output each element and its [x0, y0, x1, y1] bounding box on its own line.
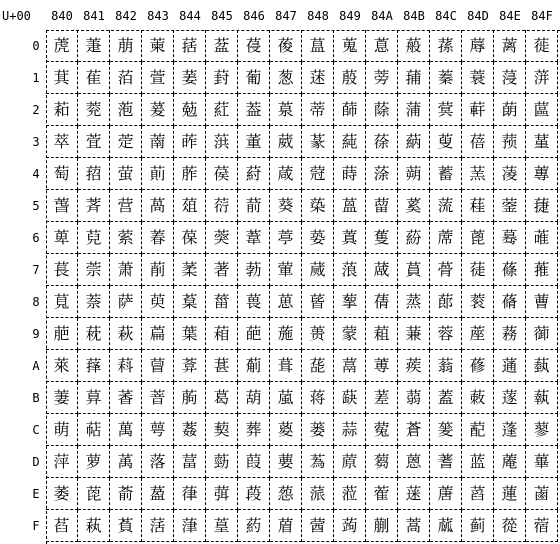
glyph-cell: 葧: [238, 254, 270, 286]
glyph-cell: 萝: [78, 446, 110, 478]
glyph-cell: 萆: [46, 222, 78, 254]
glyph-cell: 蓈: [430, 286, 462, 318]
glyph-cell: 葛: [206, 382, 238, 414]
glyph-cell: 蒆: [302, 222, 334, 254]
glyph-cell: 蒃: [302, 126, 334, 158]
glyph-cell: 蒰: [398, 30, 430, 62]
glyph-cell: 蓏: [430, 510, 462, 542]
glyph-cell: 蒊: [302, 350, 334, 382]
glyph-cell: 蓙: [462, 318, 494, 350]
glyph-cell: 蒑: [334, 62, 366, 94]
row-header: 5: [32, 199, 40, 213]
glyph-cell: 蓚: [462, 350, 494, 382]
glyph-cell: 葠: [238, 30, 270, 62]
glyph-cell: 蓻: [526, 382, 558, 414]
glyph-cell: 萿: [142, 510, 174, 542]
glyph-cell: 葋: [174, 382, 206, 414]
row-header: F: [32, 519, 40, 533]
glyph-cell: 萛: [78, 382, 110, 414]
glyph-cell: 蓜: [462, 414, 494, 446]
glyph-cell: 蒡: [366, 62, 398, 94]
glyph-cell: 蒎: [302, 478, 334, 510]
glyph-cell: 萋: [46, 382, 78, 414]
glyph-cell: 萀: [46, 30, 78, 62]
glyph-cell: 蒻: [398, 382, 430, 414]
glyph-cell: 萶: [142, 222, 174, 254]
glyph-cell: 蓃: [430, 126, 462, 158]
glyph-cell: 葳: [270, 126, 302, 158]
glyph-cell: 萲: [142, 94, 174, 126]
glyph-cell: 萁: [46, 62, 78, 94]
glyph-cell: 葩: [238, 318, 270, 350]
glyph-cell: 葁: [174, 62, 206, 94]
glyph-cell: 萅: [46, 190, 78, 222]
glyph-cell: 萧: [110, 254, 142, 286]
row-header: 7: [32, 263, 40, 277]
glyph-cell: 葕: [206, 190, 238, 222]
glyph-cell: 葵: [270, 190, 302, 222]
glyph-cell: 萜: [78, 414, 110, 446]
glyph-cell: 萉: [46, 318, 78, 350]
glyph-cell: 蒪: [366, 350, 398, 382]
glyph-cell: 萦: [110, 222, 142, 254]
glyph-cell: 蒝: [334, 446, 366, 478]
glyph-cell: 葺: [270, 350, 302, 382]
glyph-cell: 葄: [174, 158, 206, 190]
glyph-cell: 萯: [110, 510, 142, 542]
glyph-cell: 葍: [174, 446, 206, 478]
glyph-cell: 蓭: [494, 446, 526, 478]
glyph-cell: 葓: [206, 126, 238, 158]
row-header: E: [32, 487, 40, 501]
glyph-cell: 葢: [238, 94, 270, 126]
glyph-cell: 葬: [238, 414, 270, 446]
glyph-cell: 萴: [142, 158, 174, 190]
glyph-cell: 萄: [46, 158, 78, 190]
column-header: 848: [307, 9, 329, 23]
glyph-cell: 蒣: [366, 126, 398, 158]
glyph-cell: 葌: [174, 414, 206, 446]
glyph-cell: 葻: [270, 382, 302, 414]
glyph-cell: 蓕: [462, 190, 494, 222]
glyph-cell: 蒸: [398, 286, 430, 318]
column-header: 844: [179, 9, 201, 23]
glyph-cell: 蒌: [302, 414, 334, 446]
glyph-cell: 蓥: [494, 190, 526, 222]
column-header: 84C: [435, 9, 457, 23]
glyph-cell: 葼: [270, 414, 302, 446]
glyph-cell: 蒖: [334, 222, 366, 254]
glyph-cell: 葆: [174, 222, 206, 254]
glyph-cell: 蒩: [366, 318, 398, 350]
glyph-cell: 蓿: [526, 510, 558, 542]
glyph-cell: 落: [142, 446, 174, 478]
glyph-cell: 蓩: [494, 318, 526, 350]
glyph-cell: 葊: [174, 350, 206, 382]
glyph-cell: 葚: [206, 350, 238, 382]
glyph-cell: 蓛: [462, 382, 494, 414]
glyph-cell: 蓷: [526, 254, 558, 286]
glyph-cell: 蒅: [302, 190, 334, 222]
glyph-cell: 蒵: [398, 190, 430, 222]
column-header: 84D: [467, 9, 489, 23]
glyph-cell: 葭: [238, 446, 270, 478]
row-header: 4: [32, 167, 40, 181]
row-header: 6: [32, 231, 40, 245]
glyph-cell: 蒭: [366, 446, 398, 478]
glyph-cell: 葶: [270, 222, 302, 254]
glyph-cell: 蒺: [398, 350, 430, 382]
glyph-cell: 葀: [174, 30, 206, 62]
glyph-cell: 萙: [78, 318, 110, 350]
glyph-cell: 蓫: [494, 382, 526, 414]
glyph-cell: 蒹: [398, 318, 430, 350]
glyph-cell: 蓒: [462, 94, 494, 126]
glyph-cell: 蒾: [398, 478, 430, 510]
glyph-cell: 葡: [238, 62, 270, 94]
row-header: 0: [32, 39, 40, 53]
glyph-cell: 蒥: [366, 190, 398, 222]
glyph-cell: 蒯: [366, 510, 398, 542]
glyph-cell: 蓽: [526, 446, 558, 478]
glyph-cell: 萨: [110, 286, 142, 318]
row-header: C: [32, 423, 40, 437]
glyph-cell: 葉: [174, 318, 206, 350]
glyph-cell: 葷: [270, 254, 302, 286]
glyph-cell: 葱: [270, 62, 302, 94]
glyph-cell: 蓊: [430, 350, 462, 382]
glyph-cell: 萞: [78, 478, 110, 510]
glyph-cell: 蓦: [494, 222, 526, 254]
glyph-cell: 蓱: [526, 62, 558, 94]
glyph-cell: 蒼: [398, 414, 430, 446]
column-header: 840: [51, 9, 73, 23]
column-header: 845: [211, 9, 233, 23]
glyph-cell: 蒦: [366, 222, 398, 254]
glyph-cell: 蒒: [334, 94, 366, 126]
glyph-cell: 萐: [78, 30, 110, 62]
glyph-cell: 葂: [174, 94, 206, 126]
glyph-cell: 蒍: [302, 446, 334, 478]
glyph-cell: 蓬: [494, 414, 526, 446]
glyph-cell: 葞: [206, 478, 238, 510]
glyph-cell: 蒄: [302, 158, 334, 190]
glyph-cell: 蓎: [430, 478, 462, 510]
glyph-cell: 蓵: [526, 190, 558, 222]
glyph-cell: 萗: [78, 254, 110, 286]
glyph-cell: 蓟: [462, 510, 494, 542]
glyph-cell: 蒔: [334, 158, 366, 190]
row-header: B: [32, 391, 40, 405]
glyph-cell: 蓧: [494, 254, 526, 286]
glyph-cell: 蓂: [430, 94, 462, 126]
glyph-cell: 蓹: [526, 318, 558, 350]
glyph-cell: 葸: [270, 286, 302, 318]
glyph-cell: 蒁: [302, 62, 334, 94]
row-header: 8: [32, 295, 40, 309]
glyph-cell: 蓰: [526, 30, 558, 62]
glyph-cell: 葟: [206, 510, 238, 542]
glyph-cell: 蒽: [398, 446, 430, 478]
glyph-cell: 蒢: [366, 94, 398, 126]
glyph-cell: 葴: [270, 158, 302, 190]
glyph-cell: 萌: [46, 414, 78, 446]
glyph-cell: 蓳: [526, 126, 558, 158]
glyph-cell: 葤: [238, 158, 270, 190]
glyph-cell: 萭: [110, 446, 142, 478]
glyph-cell: 葈: [174, 286, 206, 318]
glyph-cell: 萎: [46, 478, 78, 510]
glyph-cell: 蒤: [366, 158, 398, 190]
glyph-cell: 蒚: [334, 350, 366, 382]
glyph-cell: 蓶: [526, 222, 558, 254]
glyph-cell: 萇: [46, 254, 78, 286]
glyph-cell: 葿: [270, 510, 302, 542]
glyph-cell: 萸: [142, 286, 174, 318]
glyph-cell: 蒿: [398, 510, 430, 542]
glyph-cell: 葰: [270, 30, 302, 62]
glyph-cell: 萫: [110, 382, 142, 414]
glyph-cell: 蓠: [494, 30, 526, 62]
glyph-cell: 蓝: [462, 446, 494, 478]
glyph-cell: 蓡: [494, 62, 526, 94]
glyph-cell: 蓉: [430, 318, 462, 350]
glyph-cell: 葽: [270, 446, 302, 478]
glyph-cell: 蒬: [366, 414, 398, 446]
glyph-cell: 蓨: [494, 286, 526, 318]
column-header: 84E: [499, 9, 521, 23]
glyph-cell: 萔: [78, 158, 110, 190]
glyph-cell: 萓: [78, 126, 110, 158]
glyph-cell: 葙: [206, 318, 238, 350]
glyph-cell: 蒶: [398, 222, 430, 254]
glyph-cell: 葎: [174, 478, 206, 510]
row-header: D: [32, 455, 40, 469]
glyph-cell: 萂: [46, 94, 78, 126]
glyph-cell: 蒮: [366, 478, 398, 510]
glyph-cell: 蓖: [462, 222, 494, 254]
glyph-cell: 蓅: [430, 190, 462, 222]
glyph-cell: 萚: [78, 350, 110, 382]
glyph-cell: 蓗: [462, 254, 494, 286]
glyph-cell: 蓞: [462, 478, 494, 510]
glyph-cell: 著: [206, 254, 238, 286]
glyph-cell: 蒧: [366, 254, 398, 286]
glyph-cell: 萾: [142, 478, 174, 510]
glyph-cell: 萼: [142, 414, 174, 446]
glyph-cell: 蒱: [398, 62, 430, 94]
glyph-cell: 萵: [142, 190, 174, 222]
glyph-cell: 蒓: [334, 126, 366, 158]
glyph-cell: 萩: [110, 318, 142, 350]
glyph-cell: 萘: [78, 286, 110, 318]
glyph-cell: 蒳: [398, 126, 430, 158]
glyph-cell: 葘: [206, 286, 238, 318]
glyph-cell: 董: [238, 126, 270, 158]
glyph-cell: 蒘: [334, 286, 366, 318]
glyph-cell: 蓁: [430, 62, 462, 94]
glyph-cell: 蓘: [462, 286, 494, 318]
column-header: 843: [147, 9, 169, 23]
column-header: 849: [339, 9, 361, 23]
glyph-cell: 萃: [46, 126, 78, 158]
glyph-cell: 葐: [206, 30, 238, 62]
glyph-cell: 蓍: [430, 446, 462, 478]
glyph-cell: 葒: [206, 94, 238, 126]
glyph-cell: 萕: [78, 190, 110, 222]
row-header: 3: [32, 135, 40, 149]
glyph-cell: 萟: [78, 510, 110, 542]
glyph-cell: 蒫: [366, 382, 398, 414]
glyph-cell: 萡: [110, 62, 142, 94]
glyph-cell: 蓓: [462, 126, 494, 158]
glyph-cell: 蒏: [302, 510, 334, 542]
glyph-cell: 蒋: [302, 382, 334, 414]
glyph-cell: 蓯: [494, 510, 526, 542]
glyph-cell: 萷: [142, 254, 174, 286]
row-header: 1: [32, 71, 40, 85]
glyph-cell: 蓼: [526, 414, 558, 446]
column-header: 841: [83, 9, 105, 23]
glyph-cell: 葯: [238, 510, 270, 542]
glyph-cell: 萊: [46, 350, 78, 382]
glyph-cell: 蒉: [302, 318, 334, 350]
glyph-cell: 萒: [78, 94, 110, 126]
column-header: 84B: [403, 9, 425, 23]
glyph-cell: 蒐: [334, 30, 366, 62]
column-header: 842: [115, 9, 137, 23]
glyph-cell: 萻: [142, 382, 174, 414]
glyph-cell: 葑: [206, 62, 238, 94]
glyph-cell: 蒷: [398, 254, 430, 286]
glyph-cell: 蓪: [494, 350, 526, 382]
glyph-cell: 蓇: [430, 254, 462, 286]
glyph-cell: 蓮: [494, 478, 526, 510]
glyph-cell: 蒗: [334, 254, 366, 286]
glyph-cell: 蓸: [526, 286, 558, 318]
glyph-cell: 蓐: [462, 30, 494, 62]
glyph-cell: 蓀: [430, 30, 462, 62]
glyph-cell: 葾: [270, 478, 302, 510]
glyph-cell: 蓲: [526, 94, 558, 126]
glyph-cell: 营: [110, 190, 142, 222]
glyph-cell: 萍: [46, 446, 78, 478]
glyph-cell: 萏: [46, 510, 78, 542]
glyph-cell: 萳: [142, 126, 174, 158]
glyph-cell: 蒜: [334, 414, 366, 446]
glyph-cell: 蓺: [526, 350, 558, 382]
glyph-cell: 蓆: [430, 222, 462, 254]
glyph-cell: 蓾: [526, 478, 558, 510]
glyph-cell: 萢: [110, 94, 142, 126]
glyph-cell: 蓢: [494, 94, 526, 126]
glyph-cell: 蒨: [366, 286, 398, 318]
glyph-cell: 葜: [206, 414, 238, 446]
corner-label: U+00: [2, 9, 31, 23]
glyph-cell: 葅: [174, 190, 206, 222]
glyph-cell: 萪: [110, 350, 142, 382]
glyph-cell: 蒠: [366, 30, 398, 62]
glyph-cell: 蓄: [430, 158, 462, 190]
glyph-cell: 葇: [174, 254, 206, 286]
glyph-cell: 蒙: [334, 318, 366, 350]
glyph-cell: 萹: [142, 318, 174, 350]
glyph-cell: 萑: [78, 62, 110, 94]
glyph-cell: 葮: [238, 478, 270, 510]
glyph-cell: 蒟: [334, 510, 366, 542]
glyph-cell: 蓴: [526, 158, 558, 190]
glyph-cell: 萺: [142, 350, 174, 382]
glyph-cell: 葹: [270, 318, 302, 350]
glyph-cell: 萣: [110, 126, 142, 158]
glyph-cell: 蒕: [334, 190, 366, 222]
glyph-cell: 葨: [238, 286, 270, 318]
glyph-cell: 萠: [110, 30, 142, 62]
glyph-cell: 葲: [270, 94, 302, 126]
column-header: 84A: [371, 9, 393, 23]
column-header: 84F: [531, 9, 553, 23]
glyph-cell: 蒇: [302, 254, 334, 286]
column-header: 846: [243, 9, 265, 23]
glyph-cell: 蒛: [334, 382, 366, 414]
row-header: 2: [32, 103, 40, 117]
glyph-cell: 蒞: [334, 478, 366, 510]
row-header: 9: [32, 327, 40, 341]
glyph-cell: 蓌: [430, 414, 462, 446]
glyph-cell: 萮: [110, 478, 142, 510]
glyph-cell: 萰: [142, 30, 174, 62]
glyph-cell: 蒴: [398, 158, 430, 190]
glyph-cell: 葦: [238, 222, 270, 254]
glyph-cell: 萈: [46, 286, 78, 318]
glyph-cell: 蓤: [494, 158, 526, 190]
glyph-cell: 蒂: [302, 94, 334, 126]
glyph-cell: 葫: [238, 382, 270, 414]
glyph-cell: 蓔: [462, 158, 494, 190]
glyph-cell: 蒀: [302, 30, 334, 62]
glyph-cell: 葔: [206, 158, 238, 190]
row-header: A: [32, 359, 40, 373]
glyph-grid: [46, 30, 560, 544]
glyph-cell: 萱: [142, 62, 174, 94]
glyph-cell: 蒲: [398, 94, 430, 126]
glyph-cell: 萖: [78, 222, 110, 254]
column-header: 847: [275, 9, 297, 23]
glyph-cell: 蓑: [462, 62, 494, 94]
glyph-cell: 葖: [206, 222, 238, 254]
glyph-cell: 萬: [110, 414, 142, 446]
glyph-cell: 葪: [238, 350, 270, 382]
glyph-cell: 蓣: [494, 126, 526, 158]
glyph-cell: 葝: [206, 446, 238, 478]
glyph-cell: 萤: [110, 158, 142, 190]
glyph-cell: 蒈: [302, 286, 334, 318]
glyph-cell: 葥: [238, 190, 270, 222]
glyph-cell: 葏: [174, 510, 206, 542]
glyph-cell: 蓋: [430, 382, 462, 414]
glyph-cell: 葃: [174, 126, 206, 158]
